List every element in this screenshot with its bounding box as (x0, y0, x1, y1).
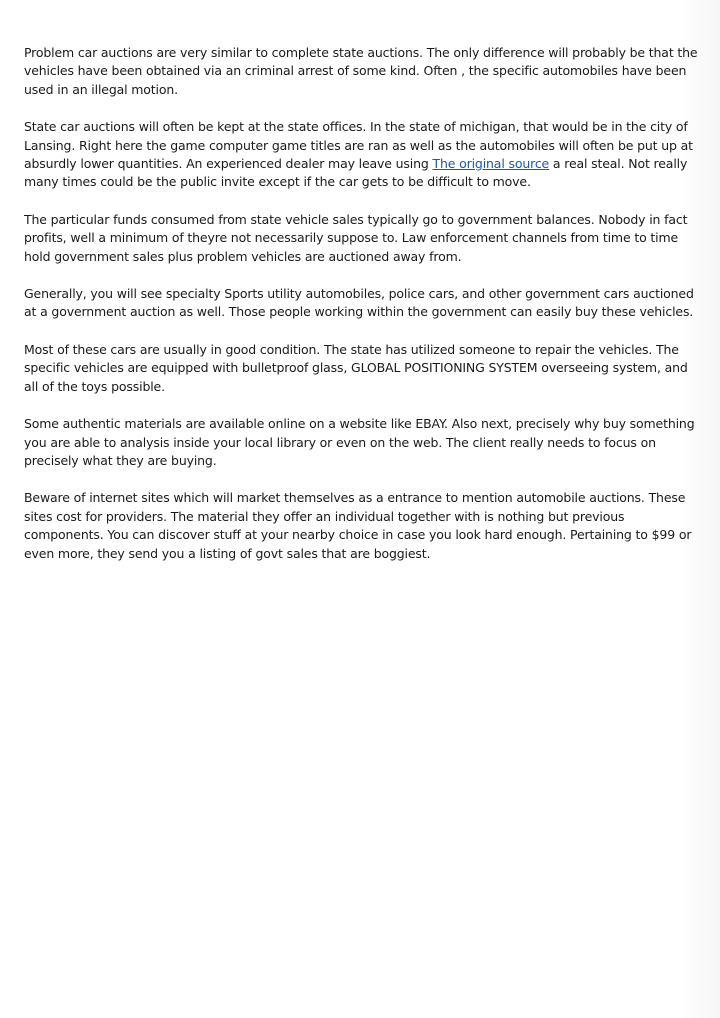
paragraph-1: Problem car auctions are very similar to complete state auctions. The only difference will probably be that the vehicles have been obtained via an criminal arrest of some kind. Often , the specific automobiles have been used in an illegal motion. (24, 45, 698, 97)
original-source-link[interactable]: The original source (432, 156, 550, 172)
paragraph-7: Beware of internet sites which will market themselves as a entrance to mention automobile auctions. These sites cost for providers. The material they offer an individual together with is nothing but previous components. You can discover stuff at your nearby choice in case you look hard enough. Pertaining to $99 or even more, they send you a listing of govt sales that are boggiest. (24, 490, 692, 561)
paragraph-3: The particular funds consumed from state vehicle sales typically go to government balances. Nobody in fact profits, well a minimum of theyre not necessarily suppose to. Law enforcement channels from time to time hold government sales plus problem vehicles are auctioned away from. (24, 211, 688, 264)
paragraph-4: Generally, you will see specialty Sports utility automobiles, police cars, and other government cars auctioned at a government auction as well. Those people working within the government can easily buy these vehicles. (24, 286, 694, 320)
paragraph-2 (24, 118, 700, 192)
paragraph-2-before-link: State car auctions will often be kept at the state offices. In the state of michigan, that would be in the city of Lansing. Right here the game computer game titles are ran as well as the automobiles will often be put up at absurdly lower quantities. An experienced dealer may leave using (24, 119, 693, 172)
paragraph-5: Most of these cars are usually in good condition. The state has utilized someone to repair the vehicles. The specific vehicles are equipped with bulletproof glass, GLOBAL POSITIONING SYSTEM overseeing system, and all of the toys possible. (24, 341, 688, 394)
document-body (24, 44, 700, 582)
paragraph-6: Some authentic materials are available online on a website like EBAY. Also next, precisely why buy something you are able to analysis inside your local library or even on the web. The client really needs to focus on precisely what they are buying. (24, 416, 695, 468)
paragraph-2-after-link: a real steal. Not really many times could be the public invite except if the car gets to be difficult to move. (24, 156, 688, 190)
